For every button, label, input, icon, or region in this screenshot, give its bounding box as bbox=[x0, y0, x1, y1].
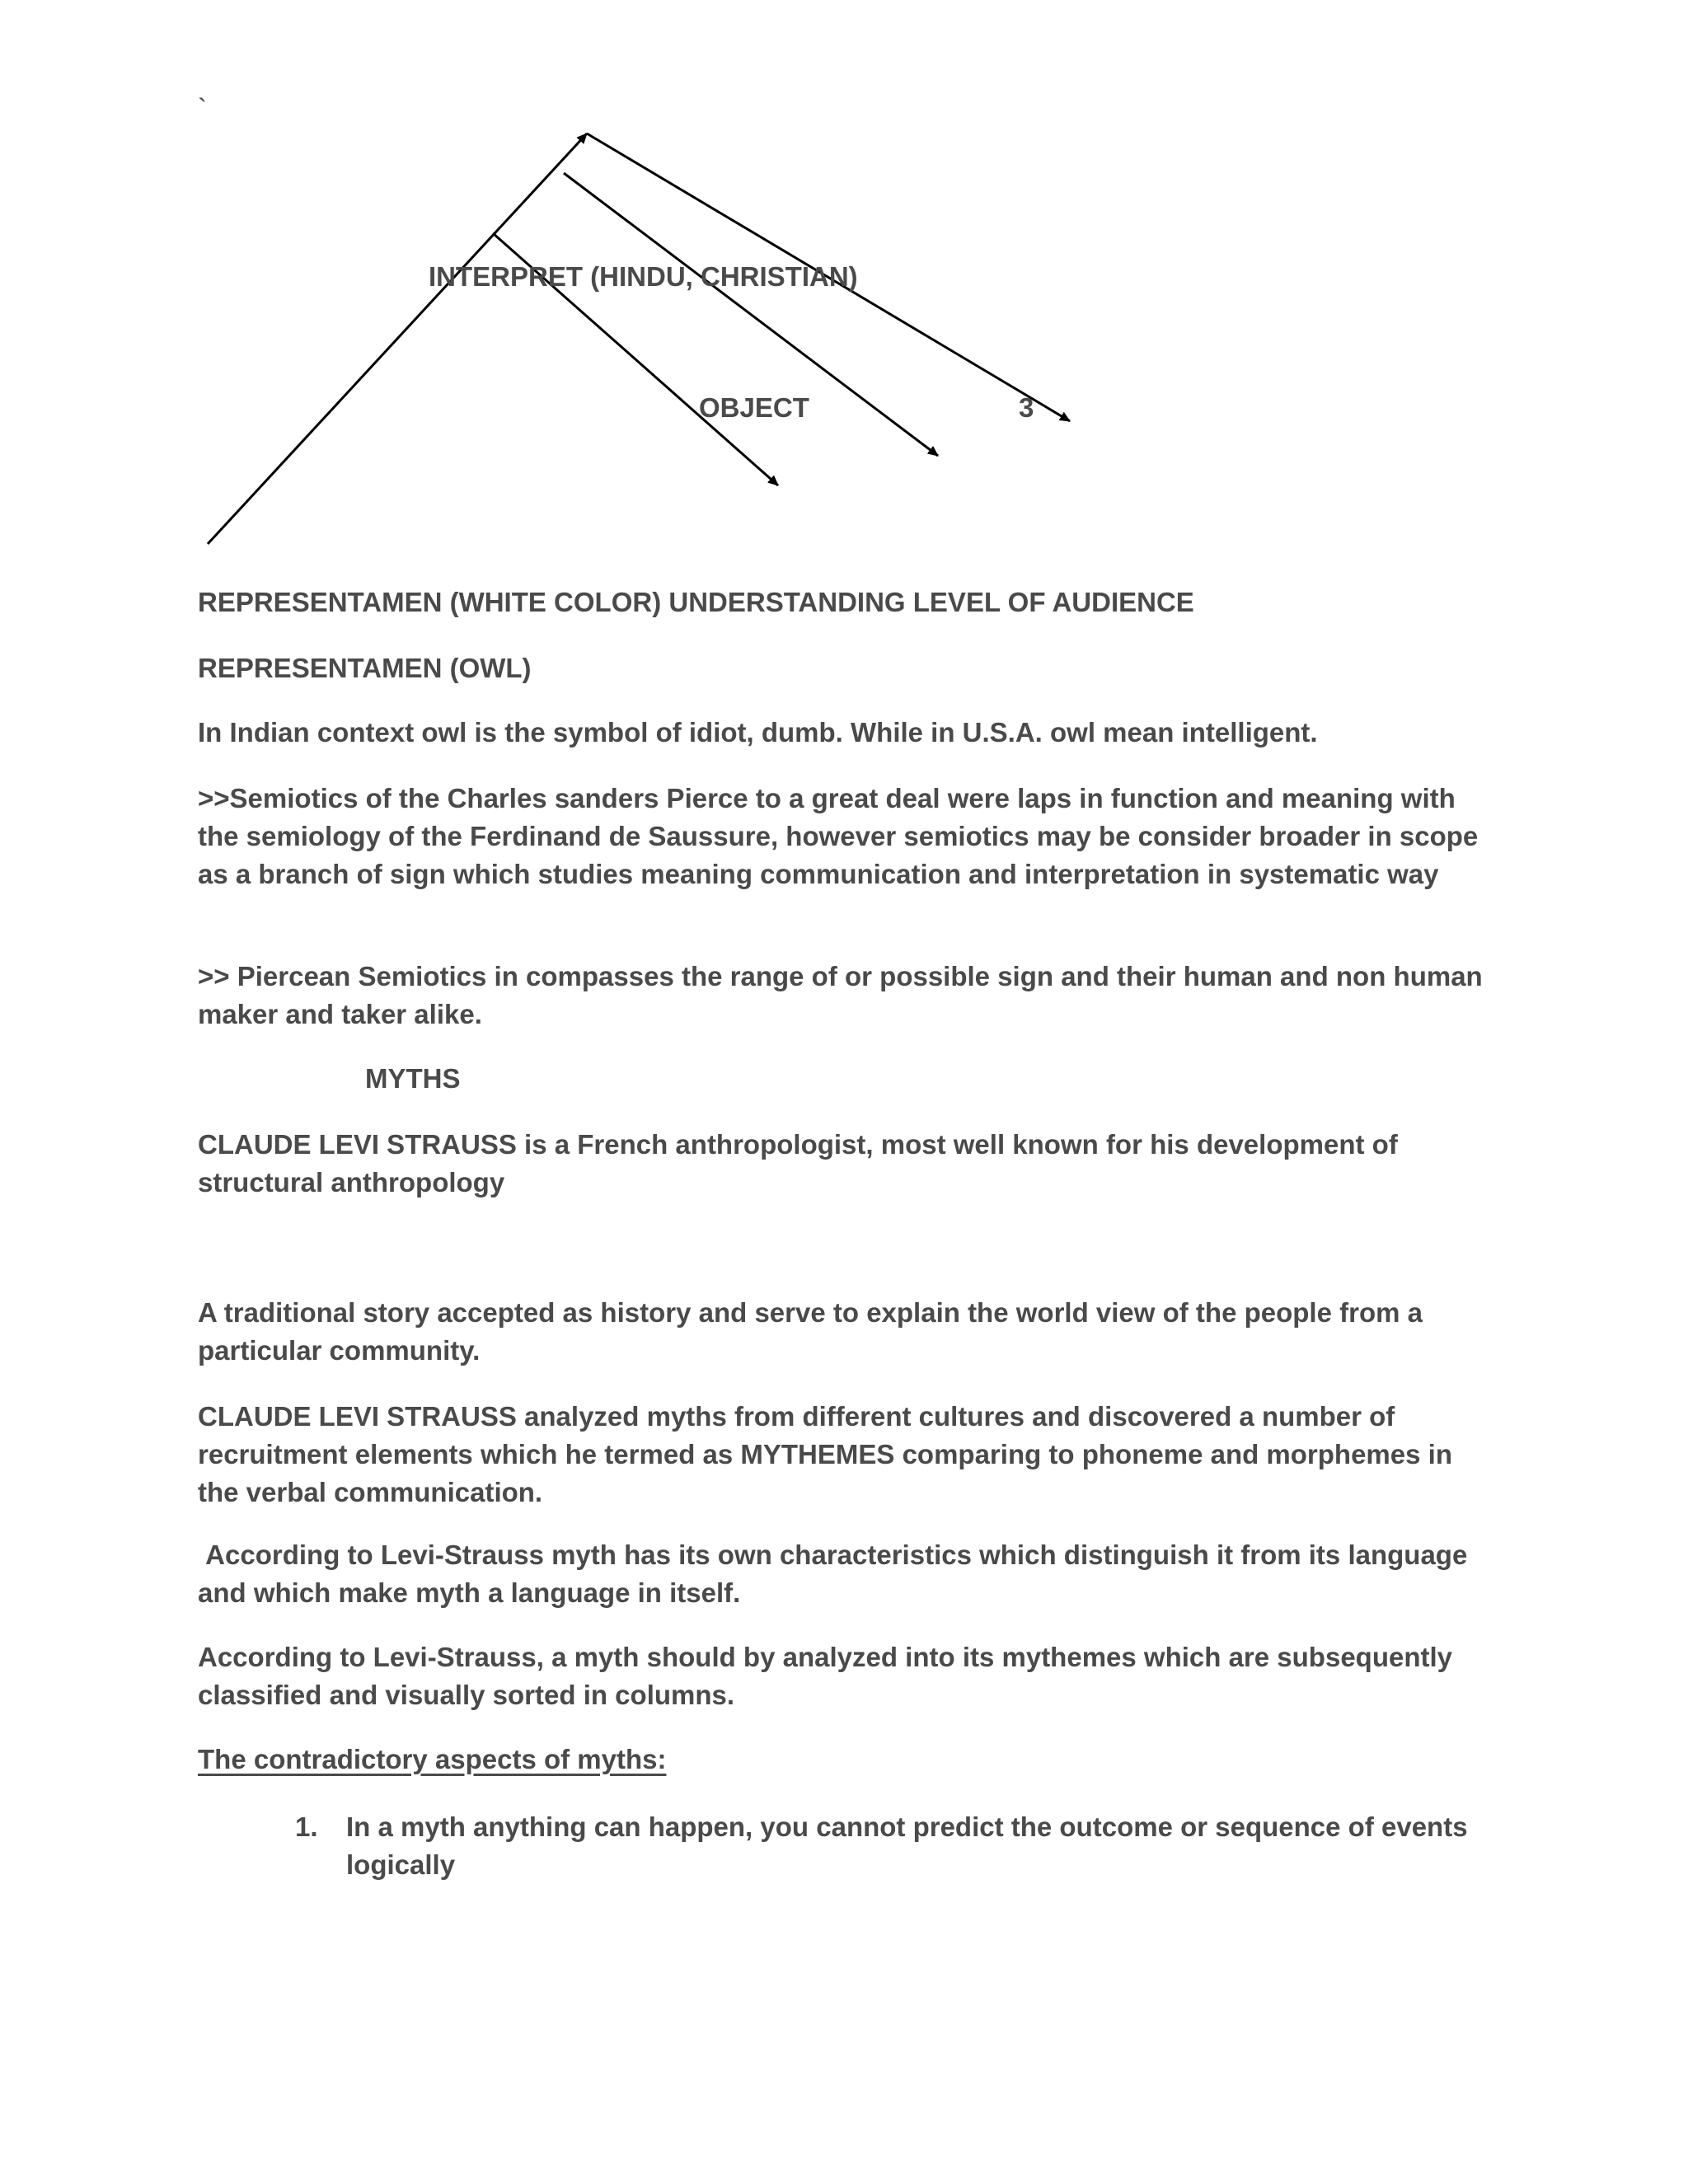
number-label: 3 bbox=[1019, 392, 1034, 423]
levi-strauss-analyzed-paragraph: CLAUDE LEVI STRAUSS analyzed myths from different cultures and discovered a number of recruitment elements which he termed as MYTHEMES comparing to phoneme and morphemes in the verbal communication. bbox=[198, 1401, 1452, 1507]
according-paragraph-2: According to Levi-Strauss, a myth should by analyzed into its mythemes which are subsequently classified and visually sorted in columns. bbox=[198, 1642, 1453, 1710]
stray-mark: ` bbox=[198, 93, 207, 124]
object-label: OBJECT bbox=[699, 392, 809, 423]
myths-heading: MYTHS bbox=[365, 1063, 461, 1094]
contradictory-heading: The contradictory aspects of myths: bbox=[198, 1744, 667, 1774]
according-paragraph-1: According to Levi-Strauss myth has its own characteristics which distinguish it from its language and which make myth a language in itself. bbox=[198, 1540, 1475, 1608]
interpret-label: INTERPRET (HINDU, CHRISTIAN) bbox=[429, 261, 858, 292]
indian-context-paragraph: In Indian context owl is the symbol of idiot, dumb. While in U.S.A. owl mean intelligent. bbox=[198, 717, 1318, 748]
representamen-owl-line: REPRESENTAMEN (OWL) bbox=[198, 653, 532, 683]
traditional-story-paragraph: A traditional story accepted as history and serve to explain the world view of the people from a particular community. bbox=[198, 1297, 1423, 1366]
list-item-number: 1. bbox=[295, 1811, 318, 1842]
list-item-text: In a myth anything can happen, you cannot predict the outcome or sequence of events logically bbox=[346, 1811, 1468, 1880]
diagram-line-representamen-to-apex bbox=[208, 134, 587, 544]
semiotics-pierce-paragraph: >>Semiotics of the Charles sanders Pierce to a great deal were laps in function and meaning with the semiology of the Ferdinand de Saussure, however semiotics may be consider broader in scope as a branch of sign which studies meaning communication and interpretation in systematic way bbox=[198, 783, 1479, 889]
piercean-paragraph: >> Piercean Semiotics in compasses the range of or possible sign and their human and non human maker and taker alike. bbox=[198, 961, 1483, 1029]
representamen-white-line: REPRESENTAMEN (WHITE COLOR) UNDERSTANDING LEVEL OF AUDIENCE bbox=[198, 587, 1194, 617]
levi-strauss-intro-paragraph: CLAUDE LEVI STRAUSS is a French anthropologist, most well known for his development of structural anthropology bbox=[198, 1129, 1398, 1197]
semiotic-diagram bbox=[0, 0, 1688, 593]
